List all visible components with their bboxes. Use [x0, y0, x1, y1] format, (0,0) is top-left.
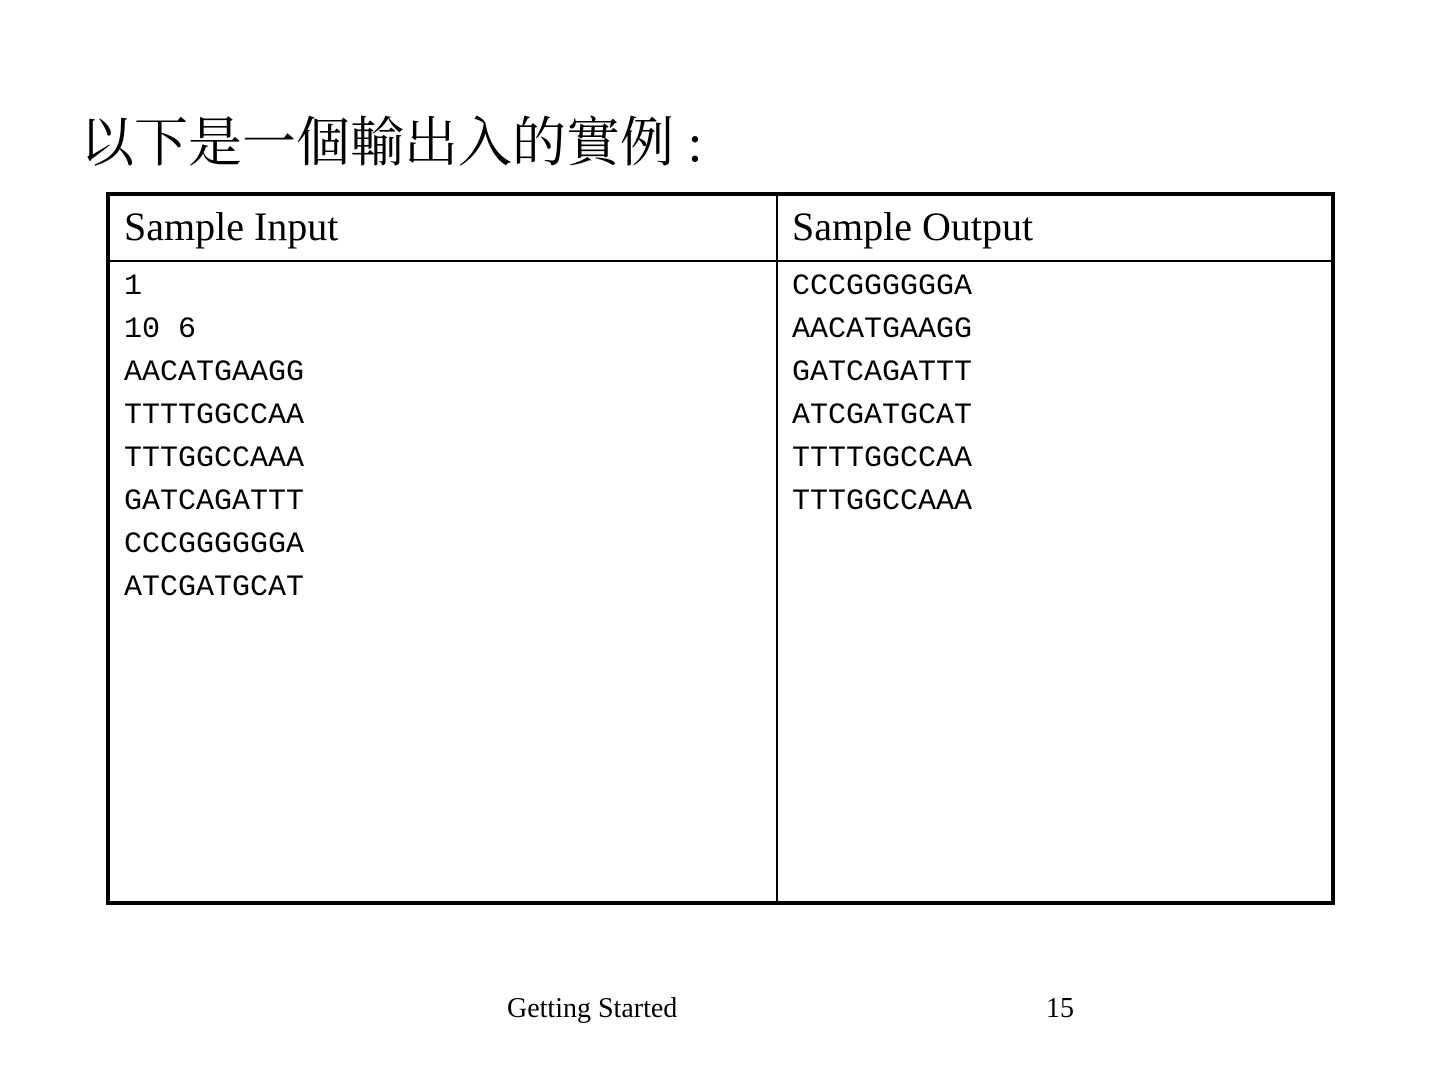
output-line: CCCGGGGGGA	[792, 270, 973, 304]
input-line: TTTTGGCCAA	[124, 399, 305, 433]
output-line: TTTTGGCCAA	[792, 442, 973, 476]
sample-output-header: Sample Output	[777, 194, 1333, 261]
footer-title: Getting Started	[507, 993, 678, 1024]
input-line: GATCAGATTT	[124, 485, 305, 519]
sample-output-cell	[777, 261, 1333, 903]
output-line: TTTGGCCAAA	[792, 485, 973, 519]
output-line: AACATGAAGG	[792, 313, 973, 347]
output-line: GATCAGATTT	[792, 356, 973, 390]
table-header-row	[108, 194, 1333, 261]
input-line: AACATGAAGG	[124, 356, 305, 390]
sample-input-cell	[108, 261, 777, 903]
table-body-row	[108, 261, 1333, 903]
input-line: TTTGGCCAAA	[124, 442, 305, 476]
input-line: 1	[124, 270, 143, 304]
page-number: 15	[1046, 993, 1074, 1024]
sample-io-table	[106, 192, 1335, 905]
output-line: ATCGATGCAT	[792, 399, 973, 433]
slide-title: 以下是一個輸出入的實例 :	[80, 113, 703, 174]
input-line: CCCGGGGGGA	[124, 528, 305, 562]
sample-input-header: Sample Input	[108, 194, 777, 261]
input-line: ATCGATGCAT	[124, 571, 305, 605]
input-line: 10 6	[124, 313, 197, 347]
